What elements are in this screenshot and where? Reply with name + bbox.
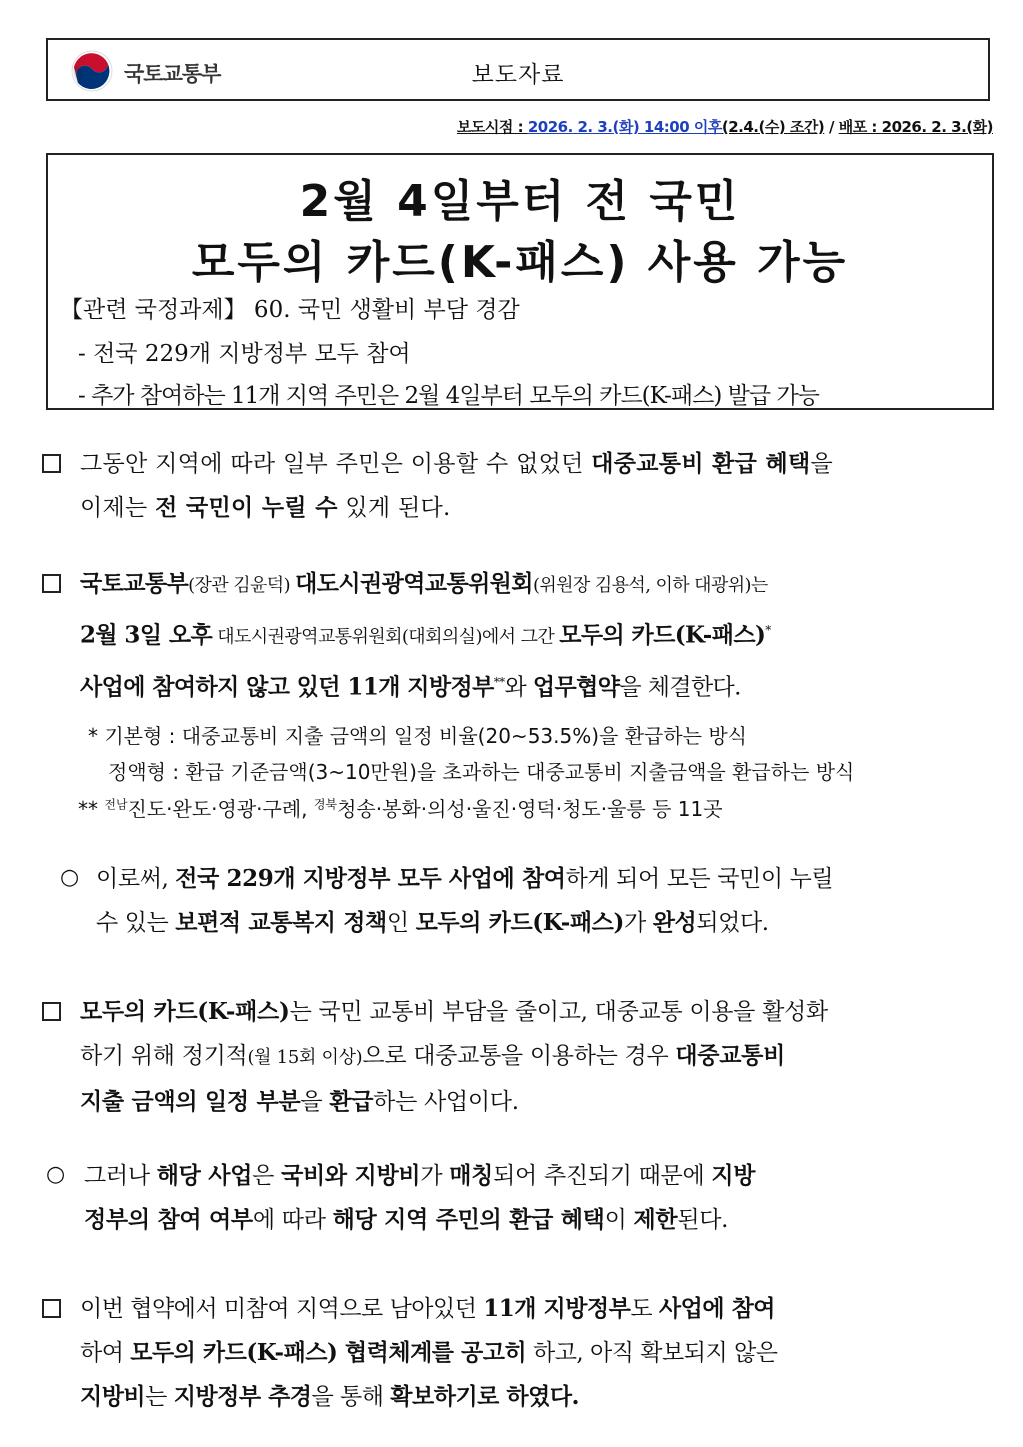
- release-distribute: 배포 : 2026. 2. 3.(화): [838, 118, 993, 136]
- subheadline-2: - 추가 참여하는 11개 지역 주민은 2월 4일부터 모두의 카드(K-패스) 발급 가능: [78, 383, 819, 409]
- paragraph-4: [80, 990, 992, 1124]
- text-bold: 확보하기로 하였다.: [390, 1383, 580, 1410]
- text-bold: 환급: [329, 1088, 374, 1115]
- text: 된다.: [677, 1207, 729, 1233]
- text: (월 15회 이상): [247, 1047, 363, 1068]
- headline-line-1: 2월 4일부터 전 국민: [299, 176, 741, 227]
- checkbox-bullet-icon: [42, 574, 61, 593]
- text-bold: 모두의 카드(K-패스): [559, 621, 766, 649]
- text: 하여: [80, 1340, 131, 1366]
- text: 을: [300, 1089, 330, 1115]
- text: 도: [630, 1296, 659, 1322]
- text: **: [78, 797, 105, 821]
- text-bold: 모두의 카드(K-패스): [80, 998, 290, 1025]
- text-bold: 보편적 교통복지 정책: [175, 909, 387, 936]
- release-sep: /: [824, 118, 839, 136]
- text-bold: 정부의 참여 여부: [84, 1206, 253, 1233]
- paragraph-3: [96, 857, 992, 945]
- text: (위원장 김용석, 이하 대광위)는: [532, 575, 768, 596]
- paragraph-2: [80, 562, 992, 709]
- region-tag: 전남: [104, 797, 128, 812]
- text: 인: [386, 910, 416, 936]
- text-bold: 사업에 참여: [658, 1295, 776, 1322]
- text: 수 있는: [96, 910, 176, 936]
- note-1: * 기본형 : 대중교통비 지출 금액의 일정 비율(20~53.5%)을 환급하는 방식: [88, 724, 747, 748]
- text: 와: [504, 674, 533, 701]
- text: 는: [145, 1384, 174, 1410]
- text: 있게 된다.: [337, 495, 451, 521]
- checkbox-bullet-icon: [42, 1002, 61, 1021]
- text-bold: 완성: [652, 909, 697, 936]
- text: 는 국민 교통비 부담을 줄이고, 대중교통 이용을 활성화: [289, 999, 828, 1025]
- text: (장관 김윤덕): [188, 575, 296, 596]
- text-bold: 해당 지역 주민의 환급 혜택: [332, 1206, 605, 1233]
- release-info: [457, 116, 993, 137]
- text: 이제는: [80, 495, 156, 521]
- text: 을 체결한다.: [619, 674, 741, 701]
- release-paper: (2.4.(수) 조간): [721, 118, 825, 136]
- headline-line-2: 모두의 카드(K-패스) 사용 가능: [191, 237, 849, 288]
- text: 은: [252, 1163, 282, 1189]
- release-label: 보도시점 :: [456, 118, 528, 136]
- text-bold: 사업에 참여하지 않고 있던 11개 지방정부: [80, 673, 494, 701]
- document-type: 보도자료: [471, 62, 565, 88]
- text-bold: 매칭: [449, 1162, 494, 1189]
- header-box: [46, 38, 990, 101]
- text-bold: 해당 사업: [156, 1162, 253, 1189]
- circle-bullet-icon: ○: [60, 865, 80, 890]
- text-bold: 대도시권광역교통위원회: [295, 570, 533, 597]
- text-bold: 모두의 카드(K-패스): [415, 909, 624, 936]
- title-box: [46, 153, 994, 410]
- circle-bullet-icon: ○: [46, 1162, 66, 1187]
- text: 으로 대중교통을 이용하는 경우: [362, 1043, 676, 1069]
- text-bold: 지방: [711, 1162, 756, 1189]
- text: 을 통해: [311, 1384, 391, 1410]
- related-task: 【관련 국정과제】 60. 국민 생활비 부담 경감: [60, 297, 520, 323]
- text-bold: 제한: [633, 1206, 678, 1233]
- text: 그러나: [84, 1163, 157, 1189]
- checkbox-bullet-icon: [42, 1299, 61, 1318]
- text: 이번 협약에서 미참여 지역으로 남아있던: [80, 1296, 484, 1322]
- text: 청송·봉화·의성·울진·영덕·청도·울릉 등 11곳: [337, 797, 723, 821]
- text-bold: 대중교통비: [675, 1042, 785, 1069]
- note-2: 정액형 : 환급 기준금액(3~10만원)을 초과하는 대중교통비 지출금액을 환급하는 방식: [108, 760, 855, 784]
- footnote-mark: **: [493, 674, 505, 689]
- text: 이로써,: [96, 866, 176, 892]
- text-bold: 업무협약: [532, 673, 620, 701]
- text: 이: [604, 1207, 634, 1233]
- subheadline-1: - 전국 229개 지방정부 모두 참여: [78, 341, 411, 367]
- text-bold: 전 국민이 누릴 수: [155, 494, 338, 521]
- text: 하는 사업이다.: [373, 1089, 519, 1115]
- text-bold: 지방정부 추경: [173, 1383, 312, 1410]
- checkbox-bullet-icon: [42, 454, 61, 473]
- paragraph-5: [84, 1154, 992, 1242]
- text-bold: 지출 금액의 일정 부분: [80, 1088, 301, 1115]
- text: 하기 위해 정기적: [80, 1043, 248, 1069]
- text-bold: 국비와 지방비: [281, 1162, 421, 1189]
- text-bold: 대중교통비 환급 혜택: [591, 450, 811, 477]
- region-tag: 경북: [313, 797, 338, 812]
- paragraph-6: [80, 1287, 992, 1419]
- text: 되어 추진되기 때문에: [493, 1163, 712, 1189]
- text-bold: 국토교통부: [80, 570, 189, 597]
- footnote-mark: *: [765, 623, 771, 637]
- note-3: [78, 793, 723, 822]
- text-bold: 11개 지방정부: [483, 1295, 631, 1322]
- text: 가: [420, 1163, 450, 1189]
- text-bold: 2월 3일 오후: [80, 621, 213, 649]
- text: 하고, 아직 확보되지 않은: [526, 1340, 778, 1366]
- text: 되었다.: [696, 910, 769, 936]
- text: 하게 되어 모든 국민이 누릴: [565, 866, 834, 892]
- ministry-name: 국토교통부: [124, 62, 221, 86]
- text: 에 따라: [252, 1207, 333, 1233]
- release-embargo: 2026. 2. 3.(화) 14:00 이후: [527, 118, 722, 136]
- text: 대도시권광역교통위원회(대회의실)에서 그간: [212, 626, 560, 648]
- text-bold: 전국 229개 지방정부 모두 사업에 참여: [175, 865, 566, 892]
- text-bold: 지방비: [80, 1383, 146, 1410]
- paragraph-1: [80, 442, 992, 530]
- text: 을: [810, 451, 834, 477]
- text: 진도·완도·영광·구례,: [127, 797, 314, 821]
- text-bold: 모두의 카드(K-패스) 협력체계를 공고히: [130, 1339, 527, 1366]
- text: 가: [623, 910, 653, 936]
- text: 그동안 지역에 따라 일부 주민은 이용할 수 없었던: [80, 451, 592, 477]
